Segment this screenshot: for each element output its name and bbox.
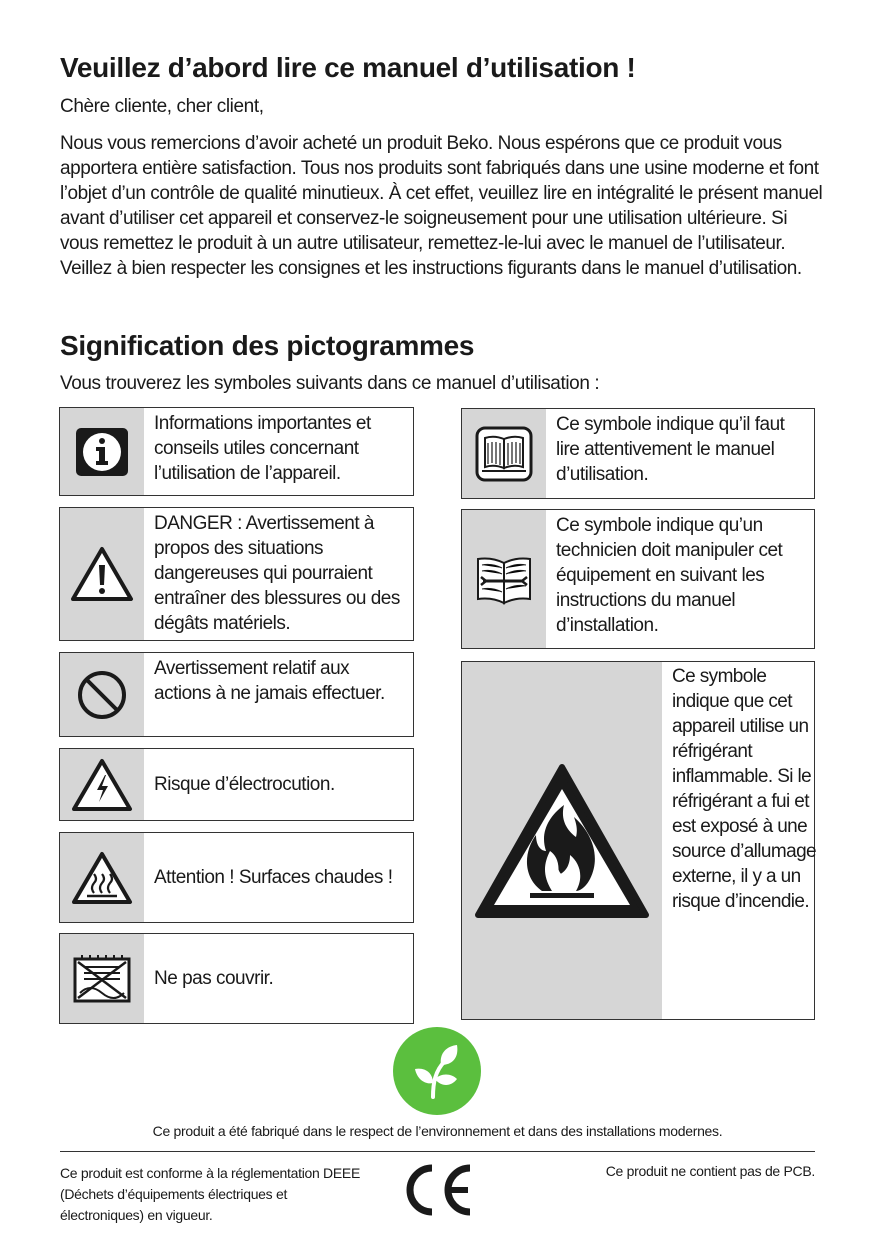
symbol-text-flammable: Ce symbole indique que cet appareil utilise un réfrigérant inflammable. Si le réfrigérant a fui et est exposé à une source d’allumage externe, il y a un risque d’incendie. bbox=[672, 666, 816, 912]
symbol-text-nocover: Ne pas couvrir. bbox=[154, 968, 274, 989]
do-not-cover-icon bbox=[72, 953, 132, 1005]
symbol-text-electric: Risque d’électrocution. bbox=[154, 774, 335, 795]
symbol-text-hot: Attention ! Surfaces chaudes ! bbox=[154, 867, 393, 888]
weee-statement: Ce produit est conforme à la réglementation DEEE (Déchets d’équipements électriques et électroniques) en vigueur. bbox=[60, 1165, 360, 1223]
symbol-text-info: Informations importantes et conseils utiles concernant l’utilisation de l’appareil. bbox=[154, 413, 371, 484]
footer-divider bbox=[60, 1151, 815, 1152]
flammable-icon bbox=[472, 759, 652, 923]
symbol-box-nocover bbox=[59, 933, 414, 1024]
symbol-box-danger bbox=[59, 507, 414, 641]
intro-paragraph: Nous vous remercions d’avoir acheté un produit Beko. Nous espérons que ce produit vous apportera entière satisfaction. Tous nos produits sont fabriqués dans une usine moderne et font l’objet d’un contrôle de qualité minutieux. À cet effet, veuillez lire en intégralité le présent manuel avant d’utiliser cet appareil et conservez-le soigneusement pour une utilisation ultérieure. Si vous remettez le produit à un autre utilisateur, remettez-le-lui avec le manuel de l’utilisateur. Veillez à bien respecter les consignes et les instructions figurants dans le manuel d’utilisation. bbox=[60, 133, 823, 279]
symbol-box-flammable bbox=[461, 661, 815, 1020]
ce-mark-icon bbox=[398, 1160, 478, 1220]
symbol-text-manual: Ce symbole indique qu’il faut lire attentivement le manuel d’utilisation. bbox=[556, 414, 785, 485]
symbol-box-manual bbox=[461, 408, 815, 499]
symbol-box-hot bbox=[59, 832, 414, 923]
greeting: Chère cliente, cher client, bbox=[60, 96, 264, 117]
section-subtitle: Vous trouverez les symboles suivants dans ce manuel d’utilisation : bbox=[60, 373, 600, 394]
symbol-text-danger: DANGER : Avertissement à propos des situations dangereuses qui pourraient entraîner des blessures ou des dégâts matériels. bbox=[154, 513, 400, 634]
technician-manual-icon bbox=[473, 551, 535, 607]
eco-statement: Ce produit a été fabriqué dans le respect de l’environnement et dans des installations modernes. bbox=[152, 1123, 723, 1139]
hot-surface-icon bbox=[71, 850, 133, 906]
section-title: Signification des pictogrammes bbox=[60, 330, 475, 361]
symbol-text-prohibited: Avertissement relatif aux actions à ne jamais effectuer. bbox=[154, 658, 385, 704]
warning-triangle-icon bbox=[70, 545, 134, 603]
electric-shock-icon bbox=[71, 757, 133, 813]
read-manual-icon bbox=[474, 425, 534, 483]
symbol-box-technician bbox=[461, 509, 815, 649]
symbol-text-technician: Ce symbole indique qu’un technicien doit manipuler cet équipement en suivant les instructions du manuel d’installation. bbox=[556, 515, 783, 636]
symbol-box-prohibited bbox=[59, 652, 414, 737]
symbol-box-electric bbox=[59, 748, 414, 821]
page-title: Veuillez d’abord lire ce manuel d’utilisation ! bbox=[60, 52, 636, 83]
leaf-icon bbox=[411, 1043, 463, 1099]
symbol-box-info bbox=[59, 407, 414, 496]
pcb-statement: Ce produit ne contient pas de PCB. bbox=[605, 1163, 815, 1179]
info-icon bbox=[74, 426, 130, 478]
eco-badge bbox=[393, 1027, 481, 1115]
prohibited-icon bbox=[76, 669, 128, 721]
